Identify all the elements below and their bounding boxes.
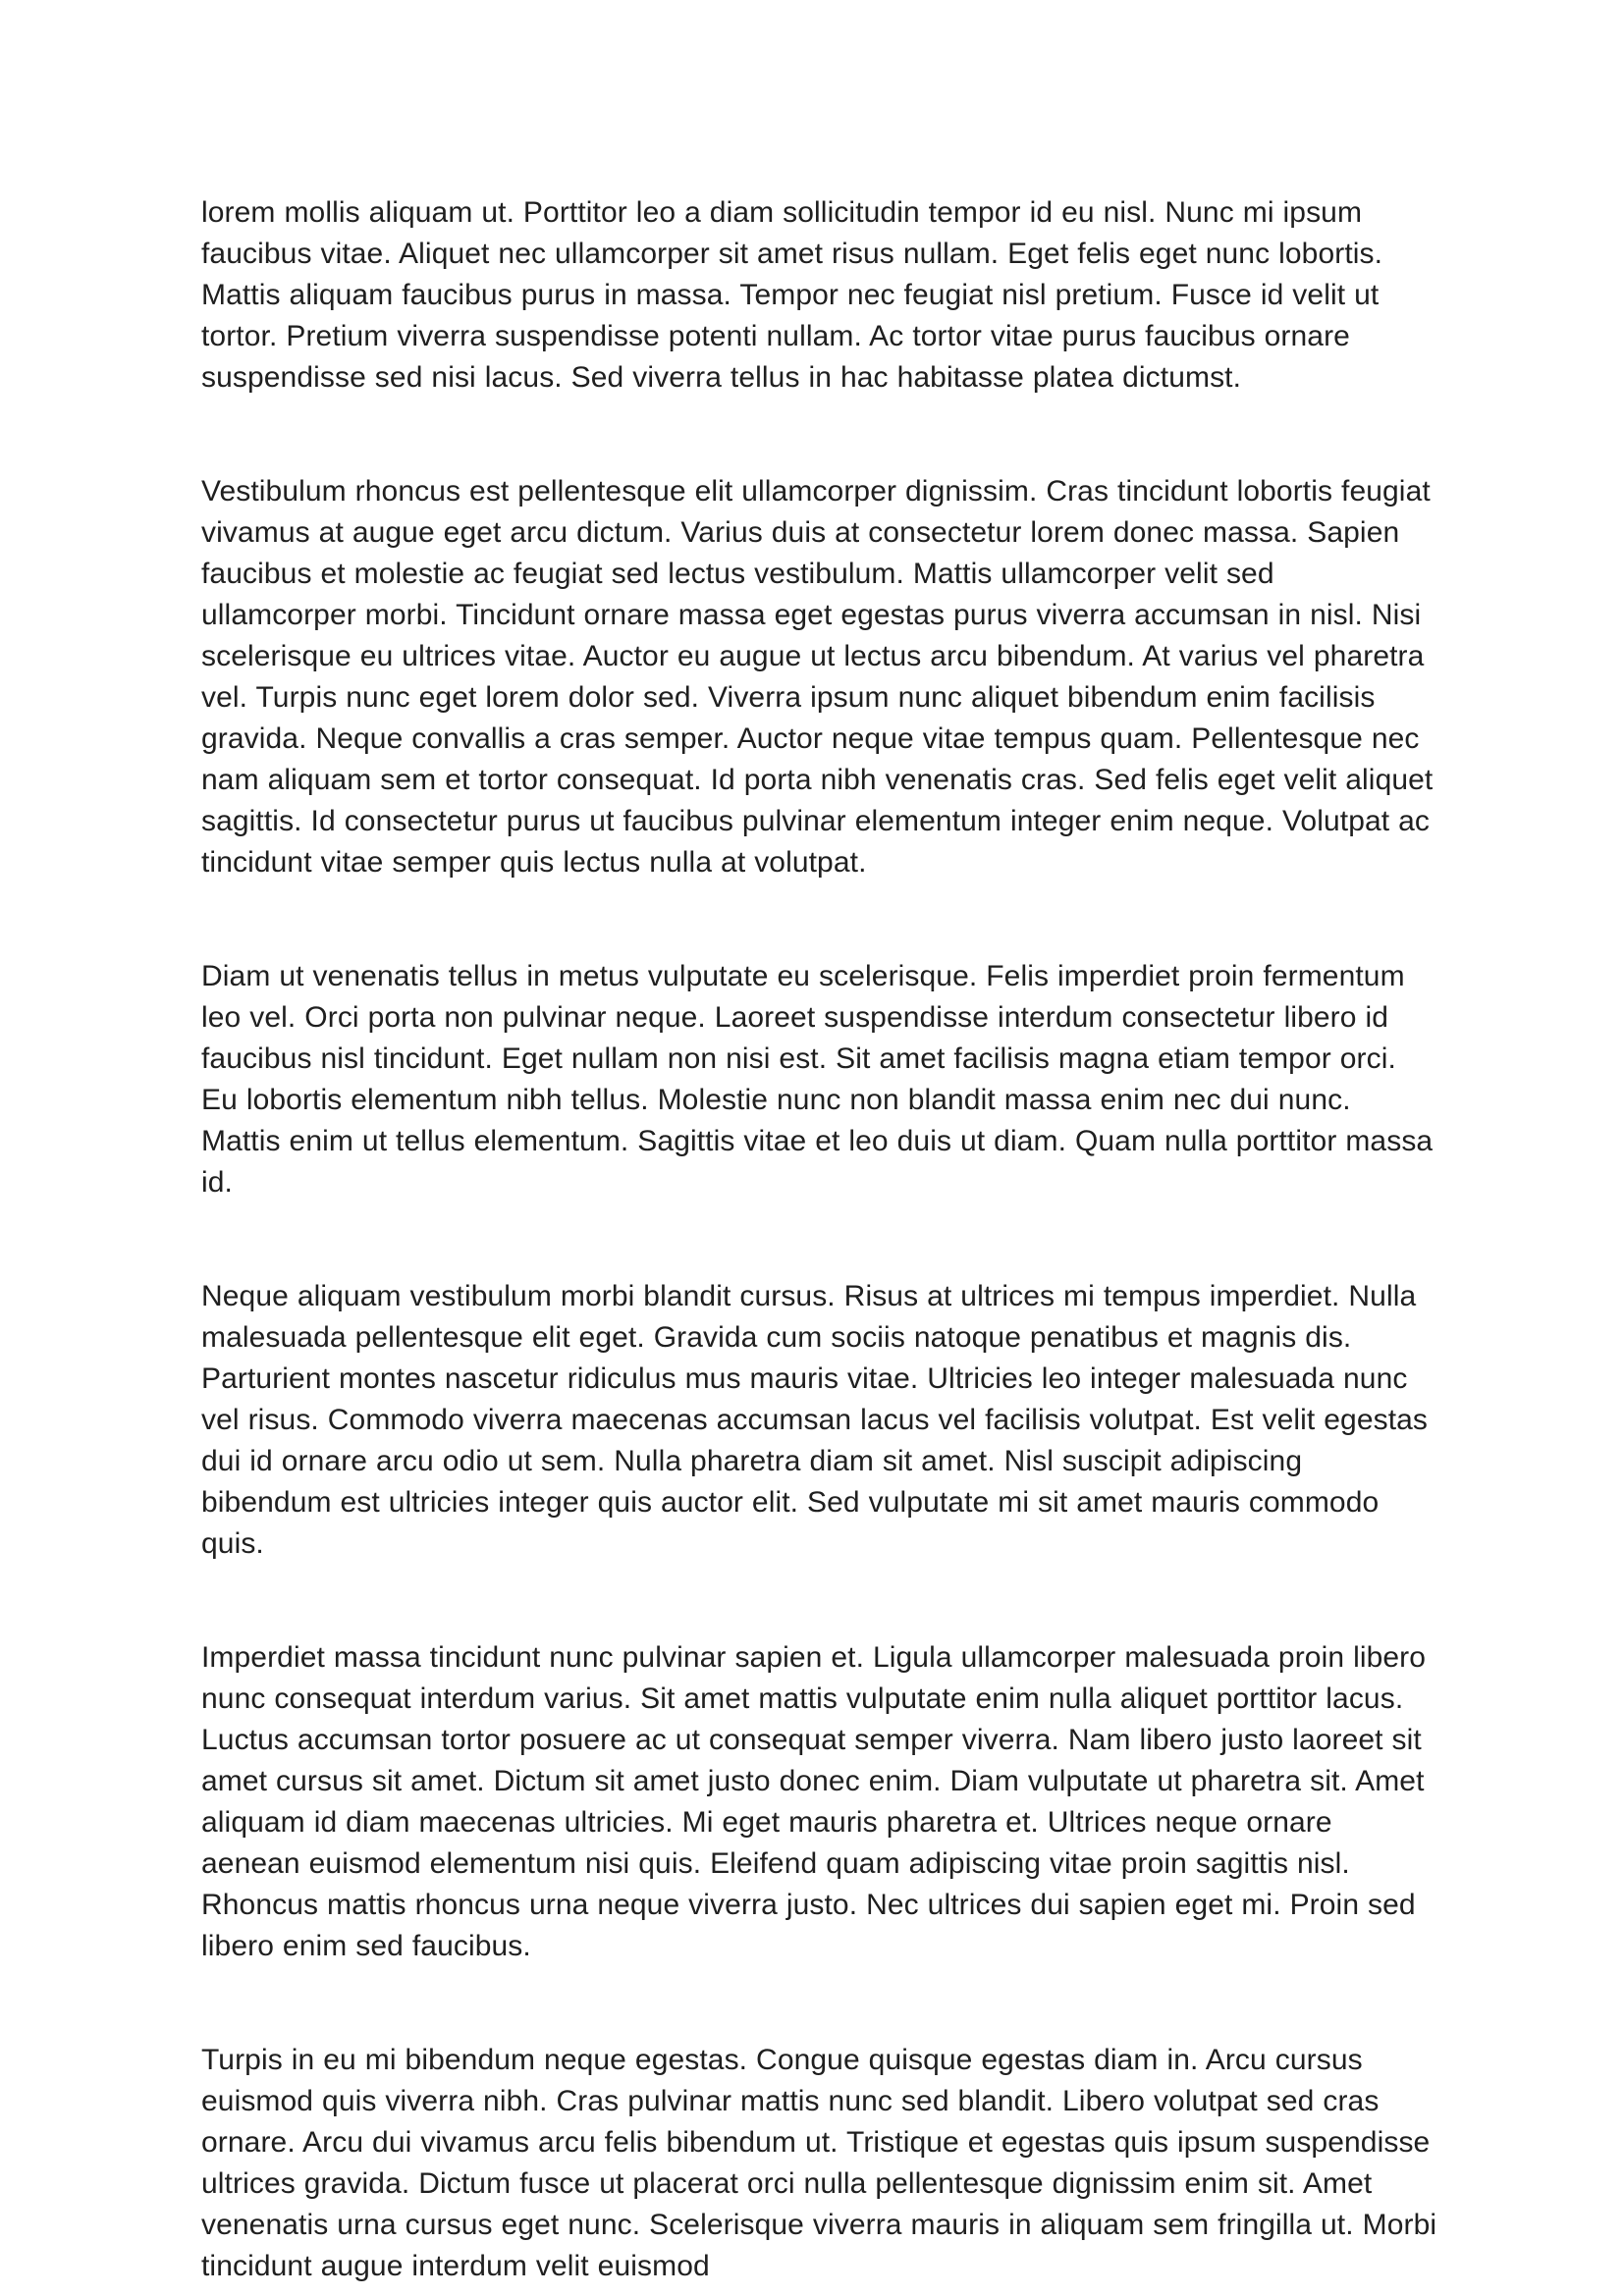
paragraph: lorem mollis aliquam ut. Porttitor leo a diam sollicitudin tempor id eu nisl. Nunc mi ipsum faucibus vitae. Aliquet nec ullamcorper sit amet risus nullam. Eget felis eget nunc lobortis. Mattis aliquam faucibus purus in massa. Tempor nec feugiat nisl pretium. Fusce id velit ut tortor. Pretium viverra suspendisse potenti nullam. Ac tortor vitae purus faucibus ornare suspendisse sed nisi lacus. Sed viverra tellus in hac habitasse platea dictumst. — [201, 196, 1383, 394]
paragraph: Turpis in eu mi bibendum neque egestas. Congue quisque egestas diam in. Arcu cursus euismod quis viverra nibh. Cras pulvinar mattis nunc sed blandit. Libero volutpat sed cras ornare. Arcu dui vivamus arcu felis bibendum ut. Tristique et egestas quis ipsum suspendisse ultrices gravida. Dictum fusce ut placerat orci nulla pellentesque dignissim enim sit. Amet venenatis urna cursus eget nunc. Scelerisque viverra mauris in aliquam sem fringilla ut. Morbi tincidunt augue interdum velit euismod — [201, 2044, 1437, 2282]
paragraph: Diam ut venenatis tellus in metus vulputate eu scelerisque. Felis imperdiet proin fermentum leo vel. Orci porta non pulvinar neque. Laoreet suspendisse interdum consectetur libero id faucibus nisl tincidunt. Eget nullam non nisi est. Sit amet facilisis magna etiam tempor orci. Eu lobortis elementum nibh tellus. Molestie nunc non blandit massa enim nec dui nunc. Mattis enim ut tellus elementum. Sagittis vitae et leo duis ut diam. Quam nulla porttitor massa id. — [201, 960, 1434, 1199]
paragraph: Imperdiet massa tincidunt nunc pulvinar sapien et. Ligula ullamcorper malesuada proin libero nunc consequat interdum varius. Sit amet mattis vulputate enim nulla aliquet porttitor lacus. Luctus accumsan tortor posuere ac ut consequat semper viverra. Nam libero justo laoreet sit amet cursus sit amet. Dictum sit amet justo donec enim. Diam vulputate ut pharetra sit. Amet aliquam id diam maecenas ultricies. Mi eget mauris pharetra et. Ultrices neque ornare aenean euismod elementum nisi quis. Eleifend quam adipiscing vitae proin sagittis nisl. Rhoncus mattis rhoncus urna neque viverra justo. Nec ultrices dui sapien eget mi. Proin sed libero enim sed faucibus. — [201, 1641, 1427, 1962]
document-body — [201, 192, 1437, 2287]
paragraph: Neque aliquam vestibulum morbi blandit cursus. Risus at ultrices mi tempus imperdiet. Nulla malesuada pellentesque elit eget. Gravida cum sociis natoque penatibus et magnis dis. Parturient montes nascetur ridiculus mus mauris vitae. Ultricies leo integer malesuada nunc vel risus. Commodo viverra maecenas accumsan lacus vel facilisis volutpat. Est velit egestas dui id ornare arcu odio ut sem. Nulla pharetra diam sit amet. Nisl suscipit adipiscing bibendum est ultricies integer quis auctor elit. Sed vulputate mi sit amet mauris commodo quis. — [201, 1280, 1429, 1560]
paragraph: Vestibulum rhoncus est pellentesque elit ullamcorper dignissim. Cras tincidunt lobortis feugiat vivamus at augue eget arcu dictum. Varius duis at consectetur lorem donec massa. Sapien faucibus et molestie ac feugiat sed lectus vestibulum. Mattis ullamcorper velit sed ullamcorper morbi. Tincidunt ornare massa eget egestas purus viverra accumsan in nisl. Nisi scelerisque eu ultrices vitae. Auctor eu augue ut lectus arcu bibendum. At varius vel pharetra vel. Turpis nunc eget lorem dolor sed. Viverra ipsum nunc aliquet bibendum enim facilisis gravida. Neque convallis a cras semper. Auctor neque vitae tempus quam. Pellentesque nec nam aliquam sem et tortor consequat. Id porta nibh venenatis cras. Sed felis eget velit aliquet sagittis. Id consectetur purus ut faucibus pulvinar elementum integer enim neque. Volutpat ac tincidunt vitae semper quis lectus nulla at volutpat. — [201, 475, 1434, 879]
